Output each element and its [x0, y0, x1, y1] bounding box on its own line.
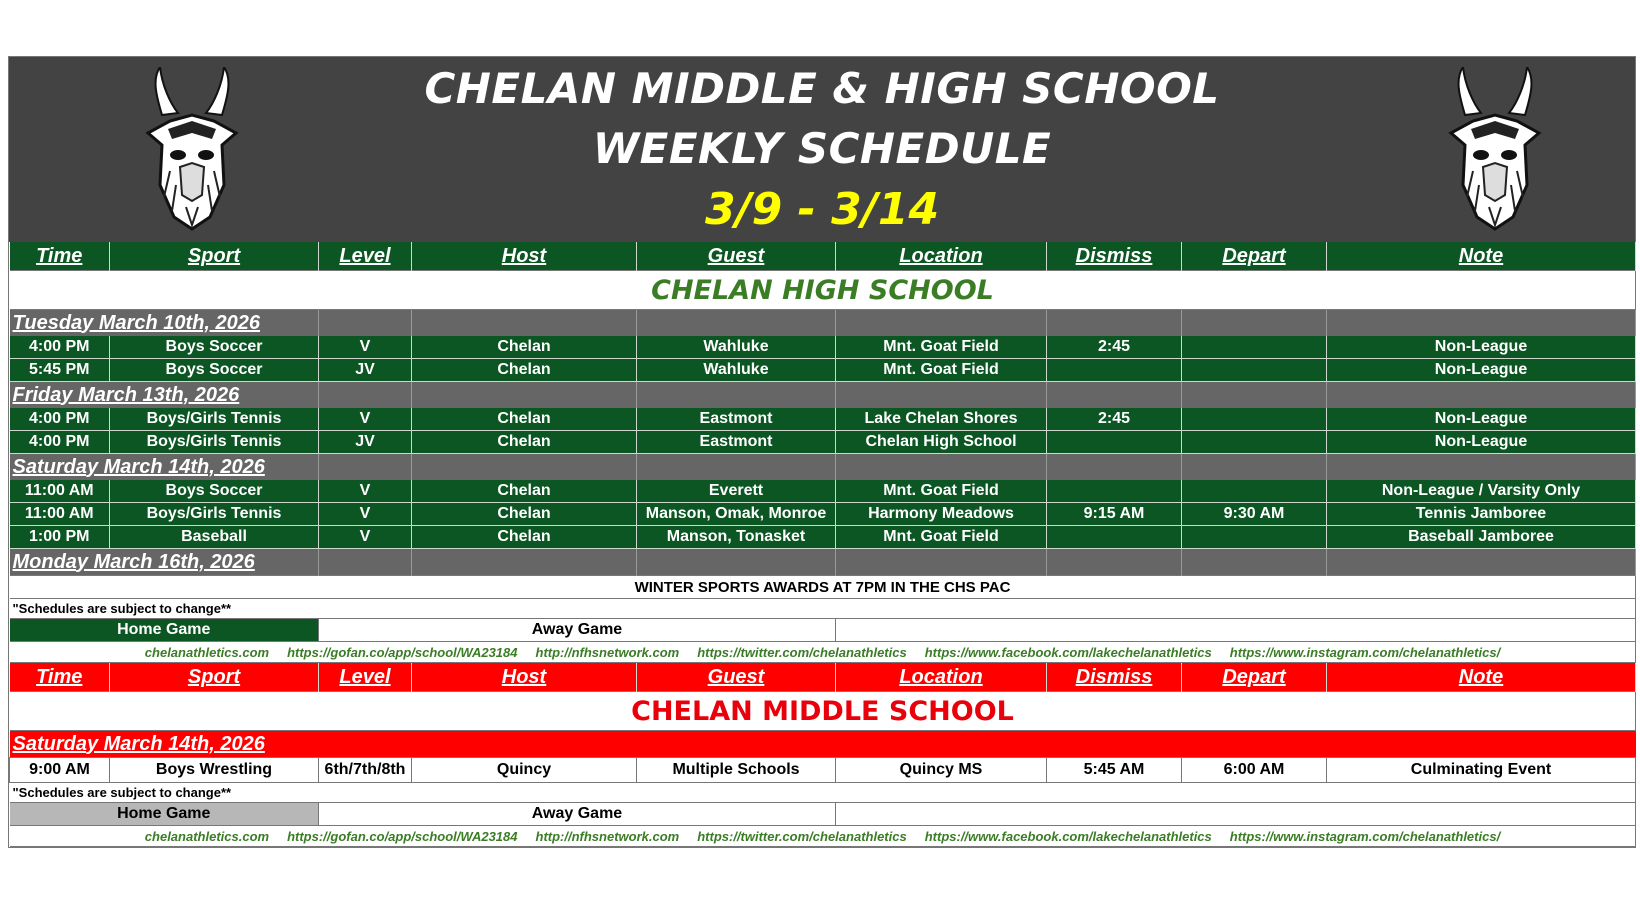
game-cell-guest: Manson, Omak, Monroe [637, 503, 836, 526]
column-header-location: Location [836, 663, 1047, 692]
game-cell-time: 11:00 AM [10, 480, 110, 503]
game-cell-location: Lake Chelan Shores [836, 408, 1047, 431]
date-row-filler [836, 549, 1047, 576]
school-title: CHELAN HIGH SCHOOL [10, 271, 1636, 310]
link-3[interactable]: https://twitter.com/chelanathletics [697, 644, 907, 660]
announcement: WINTER SPORTS AWARDS AT 7PM IN THE CHS PAC [10, 576, 1636, 599]
column-header-note: Note [1327, 242, 1636, 271]
date-heading: Tuesday March 10th, 2026 [10, 310, 319, 337]
game-cell-time: 5:45 PM [10, 359, 110, 382]
date-row-filler [1327, 310, 1636, 337]
legend-away-game: Away Game [319, 619, 836, 642]
column-header-guest: Guest [637, 663, 836, 692]
column-header-time: Time [10, 663, 110, 692]
date-row [10, 310, 1636, 337]
game-cell-location: Mnt. Goat Field [836, 336, 1047, 359]
column-header-level: Level [319, 663, 412, 692]
game-cell-note: Non-League [1327, 359, 1636, 382]
link-2[interactable]: http://nfhsnetwork.com [535, 828, 680, 844]
date-row-filler [1047, 310, 1182, 337]
disclaimer-note: "Schedules are subject to change** [10, 599, 1636, 619]
game-cell-guest: Wahluke [637, 336, 836, 359]
game-cell-note: Tennis Jamboree [1327, 503, 1636, 526]
game-cell-host: Chelan [412, 336, 637, 359]
date-row-filler [836, 382, 1047, 409]
game-cell-dismiss [1047, 359, 1182, 382]
date-heading: Saturday March 14th, 2026 [10, 731, 1636, 758]
date-row [10, 549, 1636, 576]
link-5[interactable]: https://www.instagram.com/chelanathletics/ [1229, 644, 1501, 660]
column-header-depart: Depart [1182, 663, 1327, 692]
game-cell-note: Baseball Jamboree [1327, 526, 1636, 549]
column-header-location: Location [836, 242, 1047, 271]
goat-mascot-logo-left [142, 67, 242, 231]
game-cell-depart [1182, 526, 1327, 549]
column-header-level: Level [319, 242, 412, 271]
links-cell [10, 642, 1636, 663]
game-cell-sport: Boys Soccer [110, 336, 319, 359]
date-row-filler [637, 454, 836, 481]
game-cell-guest: Everett [637, 480, 836, 503]
game-cell-sport: Baseball [110, 526, 319, 549]
column-header-dismiss: Dismiss [1047, 242, 1182, 271]
legend-away-game: Away Game [319, 803, 836, 826]
date-row [10, 454, 1636, 481]
date-heading: Saturday March 14th, 2026 [10, 454, 319, 481]
link-4[interactable]: https://www.facebook.com/lakechelanathletics [924, 644, 1212, 660]
link-3[interactable]: https://twitter.com/chelanathletics [697, 828, 907, 844]
game-cell-time: 1:00 PM [10, 526, 110, 549]
game-cell-note: Non-League [1327, 336, 1636, 359]
legend-row [10, 803, 1636, 826]
game-cell-depart: 9:30 AM [1182, 503, 1327, 526]
links-row [10, 642, 1636, 663]
game-row [10, 526, 1636, 549]
game-cell-host: Chelan [412, 408, 637, 431]
goat-mascot-logo-right [1445, 67, 1545, 231]
date-row-filler [412, 310, 637, 337]
column-header-sport: Sport [110, 242, 319, 271]
legend-row [10, 619, 1636, 642]
game-cell-level: JV [319, 431, 412, 454]
column-header-row [10, 242, 1636, 271]
legend-home-game: Home Game [10, 619, 319, 642]
school-title-row [10, 692, 1636, 731]
game-cell-dismiss: 2:45 [1047, 336, 1182, 359]
game-cell-sport: Boys/Girls Tennis [110, 503, 319, 526]
game-cell-dismiss: 5:45 AM [1047, 758, 1182, 783]
game-cell-dismiss [1047, 526, 1182, 549]
date-row-filler [1182, 310, 1327, 337]
game-cell-depart [1182, 359, 1327, 382]
game-cell-location: Chelan High School [836, 431, 1047, 454]
game-cell-host: Quincy [412, 758, 637, 783]
banner-title-line2: WEEKLY SCHEDULE [592, 124, 1052, 173]
link-0[interactable]: chelanathletics.com [144, 644, 270, 660]
game-cell-dismiss: 9:15 AM [1047, 503, 1182, 526]
game-cell-sport: Boys Soccer [110, 480, 319, 503]
column-header-row [10, 663, 1636, 692]
school-title: CHELAN MIDDLE SCHOOL [10, 692, 1636, 731]
game-cell-level: V [319, 480, 412, 503]
date-row-filler [319, 549, 412, 576]
game-cell-level: V [319, 526, 412, 549]
game-cell-guest: Multiple Schools [637, 758, 836, 783]
game-row [10, 758, 1636, 783]
game-cell-sport: Boys Wrestling [110, 758, 319, 783]
date-row-filler [319, 310, 412, 337]
game-cell-level: V [319, 503, 412, 526]
game-cell-dismiss [1047, 480, 1182, 503]
announcement-row [10, 576, 1636, 599]
game-cell-location: Quincy MS [836, 758, 1047, 783]
legend-filler [836, 803, 1636, 826]
date-row-filler [1327, 382, 1636, 409]
column-header-guest: Guest [637, 242, 836, 271]
game-cell-dismiss [1047, 431, 1182, 454]
disclaimer-row [10, 783, 1636, 803]
game-cell-time: 9:00 AM [10, 758, 110, 783]
date-row [10, 382, 1636, 409]
date-row-filler [1047, 549, 1182, 576]
date-row-filler [1182, 549, 1327, 576]
game-cell-host: Chelan [412, 431, 637, 454]
schedule-sheet [8, 56, 1636, 848]
game-cell-depart: 6:00 AM [1182, 758, 1327, 783]
legend-filler [836, 619, 1636, 642]
game-cell-time: 4:00 PM [10, 431, 110, 454]
date-row-filler [1327, 454, 1636, 481]
game-row [10, 431, 1636, 454]
game-cell-time: 4:00 PM [10, 408, 110, 431]
game-row [10, 503, 1636, 526]
date-row-filler [1182, 382, 1327, 409]
game-cell-note: Culminating Event [1327, 758, 1636, 783]
school-title-row [10, 271, 1636, 310]
game-row [10, 336, 1636, 359]
date-row-filler [412, 549, 637, 576]
column-header-host: Host [412, 242, 637, 271]
game-cell-guest: Eastmont [637, 431, 836, 454]
date-row-filler [637, 310, 836, 337]
column-header-depart: Depart [1182, 242, 1327, 271]
column-header-sport: Sport [110, 663, 319, 692]
column-header-note: Note [1327, 663, 1636, 692]
disclaimer-note: "Schedules are subject to change** [10, 783, 1636, 803]
game-cell-host: Chelan [412, 480, 637, 503]
game-cell-note: Non-League / Varsity Only [1327, 480, 1636, 503]
date-row-filler [637, 382, 836, 409]
game-cell-level: V [319, 336, 412, 359]
game-cell-host: Chelan [412, 503, 637, 526]
link-2[interactable]: http://nfhsnetwork.com [535, 644, 680, 660]
game-cell-sport: Boys/Girls Tennis [110, 408, 319, 431]
game-row [10, 480, 1636, 503]
link-0[interactable]: chelanathletics.com [144, 828, 270, 844]
links-cell [10, 826, 1636, 847]
game-cell-note: Non-League [1327, 408, 1636, 431]
column-header-time: Time [10, 242, 110, 271]
date-row-filler [836, 310, 1047, 337]
link-5[interactable]: https://www.instagram.com/chelanathletics/ [1229, 828, 1501, 844]
game-cell-guest: Eastmont [637, 408, 836, 431]
date-row-filler [1327, 549, 1636, 576]
banner-date-range: 3/9 - 3/14 [704, 184, 940, 235]
game-cell-depart [1182, 480, 1327, 503]
game-cell-level: V [319, 408, 412, 431]
game-cell-level: 6th/7th/8th [319, 758, 412, 783]
game-cell-guest: Wahluke [637, 359, 836, 382]
date-row-filler [412, 454, 637, 481]
game-cell-depart [1182, 408, 1327, 431]
column-header-host: Host [412, 663, 637, 692]
game-cell-time: 11:00 AM [10, 503, 110, 526]
date-row-filler [319, 382, 412, 409]
link-1[interactable]: https://gofan.co/app/school/WA23184 [287, 828, 518, 844]
game-cell-time: 4:00 PM [10, 336, 110, 359]
game-cell-location: Mnt. Goat Field [836, 526, 1047, 549]
date-row-filler [1047, 454, 1182, 481]
disclaimer-row [10, 599, 1636, 619]
date-row [10, 731, 1636, 758]
game-cell-host: Chelan [412, 526, 637, 549]
game-cell-sport: Boys/Girls Tennis [110, 431, 319, 454]
link-1[interactable]: https://gofan.co/app/school/WA23184 [287, 644, 518, 660]
banner-title-line1: CHELAN MIDDLE & HIGH SCHOOL [424, 64, 1220, 113]
date-row-filler [1182, 454, 1327, 481]
game-row [10, 359, 1636, 382]
game-cell-sport: Boys Soccer [110, 359, 319, 382]
game-cell-guest: Manson, Tonasket [637, 526, 836, 549]
date-row-filler [637, 549, 836, 576]
game-cell-host: Chelan [412, 359, 637, 382]
link-4[interactable]: https://www.facebook.com/lakechelanathletics [924, 828, 1212, 844]
game-row [10, 408, 1636, 431]
game-cell-location: Mnt. Goat Field [836, 359, 1047, 382]
date-row-filler [319, 454, 412, 481]
game-cell-location: Mnt. Goat Field [836, 480, 1047, 503]
date-row-filler [836, 454, 1047, 481]
game-cell-dismiss: 2:45 [1047, 408, 1182, 431]
links-row [10, 826, 1636, 847]
banner [9, 57, 1635, 242]
game-cell-note: Non-League [1327, 431, 1636, 454]
date-heading: Friday March 13th, 2026 [10, 382, 319, 409]
date-heading: Monday March 16th, 2026 [10, 549, 319, 576]
column-header-dismiss: Dismiss [1047, 663, 1182, 692]
schedule-table [9, 242, 1636, 847]
game-cell-depart [1182, 336, 1327, 359]
game-cell-location: Harmony Meadows [836, 503, 1047, 526]
game-cell-depart [1182, 431, 1327, 454]
date-row-filler [1047, 382, 1182, 409]
legend-home-game: Home Game [10, 803, 319, 826]
game-cell-level: JV [319, 359, 412, 382]
date-row-filler [412, 382, 637, 409]
